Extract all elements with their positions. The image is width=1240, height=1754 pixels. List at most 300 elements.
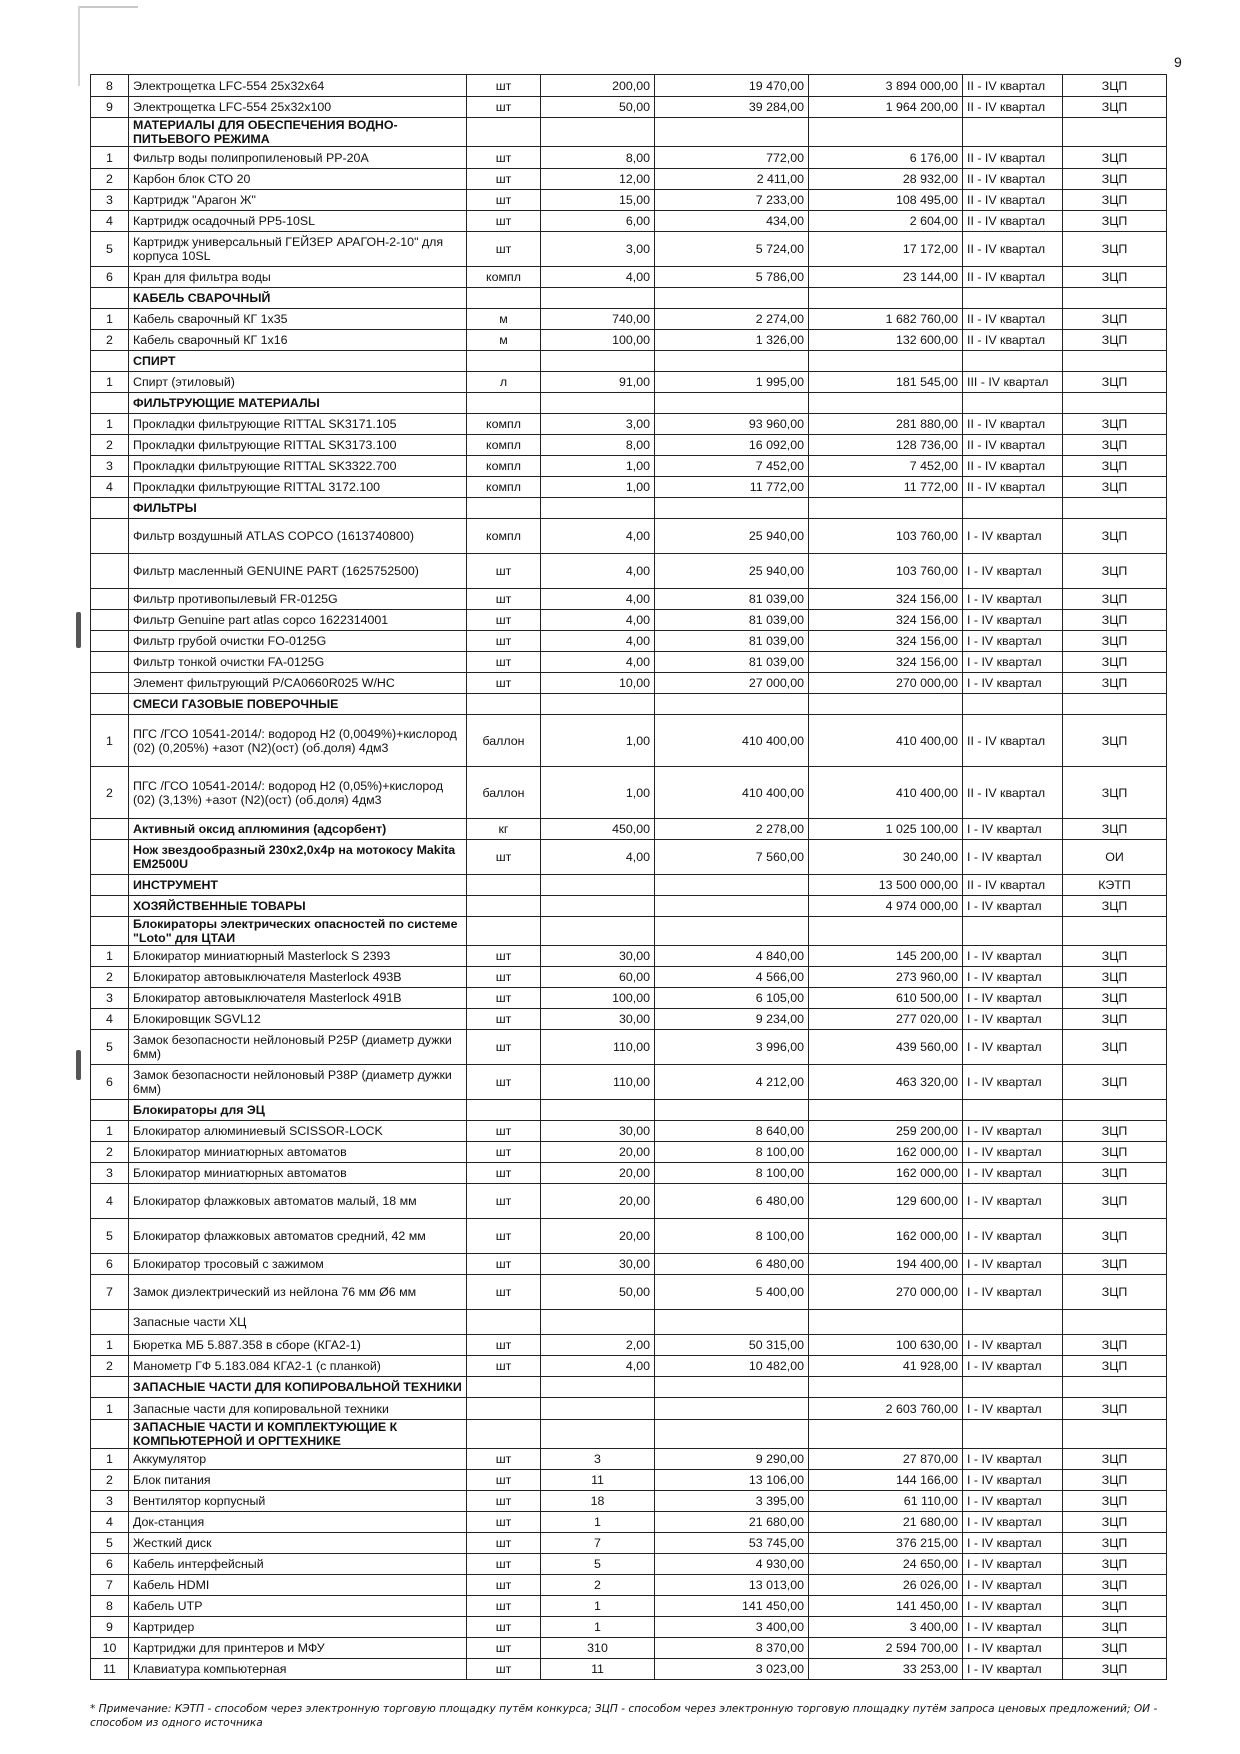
row-number: 4 xyxy=(91,1009,129,1030)
procurement-method: ЗЦП xyxy=(1063,1030,1167,1065)
unit: шт xyxy=(467,1659,541,1680)
unit-price: 410 400,00 xyxy=(655,767,809,819)
item-name: Запасные части ХЦ xyxy=(129,1310,467,1335)
section-row xyxy=(91,1310,1167,1335)
row-number: 10 xyxy=(91,1638,129,1659)
procurement-method: ЗЦП xyxy=(1063,1254,1167,1275)
table-row xyxy=(91,330,1167,351)
procurement-method: ЗЦП xyxy=(1063,232,1167,267)
unit: шт xyxy=(467,232,541,267)
unit-price: 8 100,00 xyxy=(655,1219,809,1254)
unit xyxy=(467,917,541,946)
unit: баллон xyxy=(467,715,541,767)
unit: шт xyxy=(467,75,541,97)
table-row xyxy=(91,309,1167,330)
quantity: 110,00 xyxy=(541,1065,655,1100)
item-name: Фильтр тонкой очистки FA-0125G xyxy=(129,652,467,673)
delivery-period: I - IV квартал xyxy=(963,519,1063,554)
row-number: 2 xyxy=(91,330,129,351)
procurement-method: ЗЦП xyxy=(1063,1163,1167,1184)
unit: баллон xyxy=(467,767,541,819)
table-row xyxy=(91,1163,1167,1184)
unit xyxy=(467,498,541,519)
row-number: 7 xyxy=(91,1575,129,1596)
procurement-method: ЗЦП xyxy=(1063,1009,1167,1030)
unit-price: 21 680,00 xyxy=(655,1512,809,1533)
unit xyxy=(467,393,541,414)
unit-price: 3 395,00 xyxy=(655,1491,809,1512)
table-row xyxy=(91,1596,1167,1617)
row-number xyxy=(91,917,129,946)
unit: шт xyxy=(467,946,541,967)
quantity: 4,00 xyxy=(541,652,655,673)
item-name: МАТЕРИАЛЫ ДЛЯ ОБЕСПЕЧЕНИЯ ВОДНО-ПИТЬЕВОГО РЕЖИМА xyxy=(129,118,467,147)
procurement-method: ЗЦП xyxy=(1063,97,1167,118)
total-sum: 162 000,00 xyxy=(809,1163,963,1184)
total-sum: 145 200,00 xyxy=(809,946,963,967)
procurement-method: ЗЦП xyxy=(1063,819,1167,840)
unit-price xyxy=(655,1398,809,1420)
total-sum: 144 166,00 xyxy=(809,1470,963,1491)
unit: кг xyxy=(467,819,541,840)
item-name: Кабель сварочный КГ 1х35 xyxy=(129,309,467,330)
unit: компл xyxy=(467,519,541,554)
row-number: 3 xyxy=(91,1491,129,1512)
delivery-period: II - IV квартал xyxy=(963,309,1063,330)
quantity: 200,00 xyxy=(541,75,655,97)
unit: компл xyxy=(467,267,541,288)
delivery-period xyxy=(963,694,1063,715)
quantity xyxy=(541,694,655,715)
procurement-method: ЗЦП xyxy=(1063,610,1167,631)
procurement-method: ЗЦП xyxy=(1063,75,1167,97)
quantity: 11 xyxy=(541,1470,655,1491)
quantity: 7 xyxy=(541,1533,655,1554)
row-number: 2 xyxy=(91,1142,129,1163)
total-sum xyxy=(809,694,963,715)
unit-price: 8 100,00 xyxy=(655,1163,809,1184)
quantity: 310 xyxy=(541,1638,655,1659)
table-row xyxy=(91,1121,1167,1142)
unit-price xyxy=(655,1100,809,1121)
procurement-method: ЗЦП xyxy=(1063,1596,1167,1617)
quantity: 100,00 xyxy=(541,330,655,351)
unit-price: 141 450,00 xyxy=(655,1596,809,1617)
row-number: 1 xyxy=(91,715,129,767)
total-sum: 194 400,00 xyxy=(809,1254,963,1275)
total-sum: 103 760,00 xyxy=(809,519,963,554)
row-number xyxy=(91,288,129,309)
quantity: 12,00 xyxy=(541,169,655,190)
procurement-method: ЗЦП xyxy=(1063,1617,1167,1638)
unit-price xyxy=(655,1377,809,1398)
quantity: 4,00 xyxy=(541,1356,655,1377)
procurement-method: ЗЦП xyxy=(1063,267,1167,288)
unit: шт xyxy=(467,1254,541,1275)
total-sum: 7 452,00 xyxy=(809,456,963,477)
row-number: 7 xyxy=(91,1275,129,1310)
procurement-method: ЗЦП xyxy=(1063,330,1167,351)
unit: шт xyxy=(467,1275,541,1310)
unit-price: 13 106,00 xyxy=(655,1470,809,1491)
table-body xyxy=(91,75,1167,1680)
item-name: Картридж осадочный PP5-10SL xyxy=(129,211,467,232)
row-number: 1 xyxy=(91,1449,129,1470)
row-number xyxy=(91,589,129,610)
row-number xyxy=(91,1310,129,1335)
row-number: 6 xyxy=(91,267,129,288)
total-sum: 259 200,00 xyxy=(809,1121,963,1142)
total-sum: 410 400,00 xyxy=(809,715,963,767)
row-number xyxy=(91,351,129,372)
quantity: 18 xyxy=(541,1491,655,1512)
procurement-method: ЗЦП xyxy=(1063,967,1167,988)
quantity: 740,00 xyxy=(541,309,655,330)
item-name: Блокиратор миниатюрных автоматов xyxy=(129,1142,467,1163)
total-sum: 439 560,00 xyxy=(809,1030,963,1065)
delivery-period: I - IV квартал xyxy=(963,1254,1063,1275)
unit: шт xyxy=(467,1596,541,1617)
delivery-period: I - IV квартал xyxy=(963,589,1063,610)
table-row xyxy=(91,1470,1167,1491)
table-row xyxy=(91,97,1167,118)
unit-price: 434,00 xyxy=(655,211,809,232)
table-row xyxy=(91,435,1167,456)
unit: шт xyxy=(467,1163,541,1184)
table-row xyxy=(91,715,1167,767)
quantity: 15,00 xyxy=(541,190,655,211)
total-sum: 6 176,00 xyxy=(809,147,963,169)
procurement-method: ЗЦП xyxy=(1063,767,1167,819)
section-row xyxy=(91,288,1167,309)
row-number: 1 xyxy=(91,946,129,967)
quantity: 4,00 xyxy=(541,589,655,610)
procurement-method: ЗЦП xyxy=(1063,169,1167,190)
quantity: 20,00 xyxy=(541,1142,655,1163)
quantity: 2 xyxy=(541,1575,655,1596)
total-sum: 281 880,00 xyxy=(809,414,963,435)
unit-price: 81 039,00 xyxy=(655,631,809,652)
item-name: Блок питания xyxy=(129,1470,467,1491)
unit-price: 9 290,00 xyxy=(655,1449,809,1470)
total-sum xyxy=(809,1420,963,1449)
item-name: Электрощетка LFC-554 25х32х64 xyxy=(129,75,467,97)
item-name: СМЕСИ ГАЗОВЫЕ ПОВЕРОЧНЫЕ xyxy=(129,694,467,715)
quantity xyxy=(541,1398,655,1420)
table-row xyxy=(91,477,1167,498)
item-name: Прокладки фильтрующие RITTAL SK3171.105 xyxy=(129,414,467,435)
procurement-method: ЗЦП xyxy=(1063,1512,1167,1533)
item-name: Замок безопасности нейлоновый P38P (диаметр дужки 6мм) xyxy=(129,1065,467,1100)
quantity: 2,00 xyxy=(541,1335,655,1356)
quantity: 30,00 xyxy=(541,1009,655,1030)
total-sum: 24 650,00 xyxy=(809,1554,963,1575)
row-number: 2 xyxy=(91,1356,129,1377)
section-row xyxy=(91,896,1167,917)
total-sum xyxy=(809,917,963,946)
procurement-method: ЗЦП xyxy=(1063,896,1167,917)
row-number xyxy=(91,840,129,875)
item-name: СПИРТ xyxy=(129,351,467,372)
total-sum: 27 870,00 xyxy=(809,1449,963,1470)
section-row xyxy=(91,1377,1167,1398)
row-number xyxy=(91,610,129,631)
unit: шт xyxy=(467,1449,541,1470)
unit-price: 2 278,00 xyxy=(655,819,809,840)
total-sum: 3 894 000,00 xyxy=(809,75,963,97)
table-row xyxy=(91,767,1167,819)
row-number xyxy=(91,498,129,519)
row-number: 4 xyxy=(91,211,129,232)
delivery-period: II - IV квартал xyxy=(963,97,1063,118)
item-name: Нож звездообразный 230х2,0х4р на мотокосу Makita EM2500U xyxy=(129,840,467,875)
delivery-period: I - IV квартал xyxy=(963,967,1063,988)
unit-price: 27 000,00 xyxy=(655,673,809,694)
procurement-method: ЗЦП xyxy=(1063,1449,1167,1470)
unit: компл xyxy=(467,456,541,477)
item-name: Активный оксид аплюминия (адсорбент) xyxy=(129,819,467,840)
item-name: Аккумулятор xyxy=(129,1449,467,1470)
unit-price: 4 930,00 xyxy=(655,1554,809,1575)
row-number: 2 xyxy=(91,1470,129,1491)
row-number: 5 xyxy=(91,232,129,267)
quantity: 1 xyxy=(541,1512,655,1533)
procurement-method: ЗЦП xyxy=(1063,1398,1167,1420)
unit-price: 4 212,00 xyxy=(655,1065,809,1100)
row-number: 6 xyxy=(91,1554,129,1575)
delivery-period: I - IV квартал xyxy=(963,1575,1063,1596)
item-name: Фильтр грубой очистки FO-0125G xyxy=(129,631,467,652)
table-row xyxy=(91,1030,1167,1065)
procurement-method: ЗЦП xyxy=(1063,1335,1167,1356)
delivery-period: I - IV квартал xyxy=(963,610,1063,631)
total-sum: 1 682 760,00 xyxy=(809,309,963,330)
delivery-period: II - IV квартал xyxy=(963,477,1063,498)
quantity xyxy=(541,875,655,896)
delivery-period xyxy=(963,498,1063,519)
delivery-period: I - IV квартал xyxy=(963,840,1063,875)
row-number: 2 xyxy=(91,169,129,190)
table-row xyxy=(91,1554,1167,1575)
scan-edge-top xyxy=(78,6,138,8)
procurement-method xyxy=(1063,1310,1167,1335)
section-row xyxy=(91,1420,1167,1449)
total-sum: 28 932,00 xyxy=(809,169,963,190)
unit xyxy=(467,875,541,896)
unit-price xyxy=(655,498,809,519)
delivery-period: I - IV квартал xyxy=(963,1659,1063,1680)
row-number xyxy=(91,652,129,673)
quantity xyxy=(541,393,655,414)
unit-price: 25 940,00 xyxy=(655,519,809,554)
total-sum: 13 500 000,00 xyxy=(809,875,963,896)
item-name: Блокиратор тросовый с зажимом xyxy=(129,1254,467,1275)
table-row xyxy=(91,1009,1167,1030)
unit-price xyxy=(655,351,809,372)
delivery-period: II - IV квартал xyxy=(963,330,1063,351)
row-number: 3 xyxy=(91,456,129,477)
item-name: Жесткий диск xyxy=(129,1533,467,1554)
procurement-method: ЗЦП xyxy=(1063,372,1167,393)
unit-price xyxy=(655,118,809,147)
total-sum: 273 960,00 xyxy=(809,967,963,988)
delivery-period: I - IV квартал xyxy=(963,1184,1063,1219)
procurement-method: ЗЦП xyxy=(1063,673,1167,694)
table-row xyxy=(91,75,1167,97)
total-sum: 324 156,00 xyxy=(809,589,963,610)
delivery-period: I - IV квартал xyxy=(963,1554,1063,1575)
total-sum: 324 156,00 xyxy=(809,652,963,673)
quantity xyxy=(541,498,655,519)
item-name: Фильтр масленный GENUINE PART (1625752500) xyxy=(129,554,467,589)
quantity xyxy=(541,896,655,917)
quantity xyxy=(541,118,655,147)
total-sum: 103 760,00 xyxy=(809,554,963,589)
procurement-method: ЗЦП xyxy=(1063,1470,1167,1491)
delivery-period xyxy=(963,1420,1063,1449)
unit: шт xyxy=(467,1512,541,1533)
item-name: Спирт (этиловый) xyxy=(129,372,467,393)
item-name: Карбон блок СТО 20 xyxy=(129,169,467,190)
unit-price: 8 640,00 xyxy=(655,1121,809,1142)
item-name: Док-станция xyxy=(129,1512,467,1533)
delivery-period: I - IV квартал xyxy=(963,1163,1063,1184)
total-sum xyxy=(809,393,963,414)
procurement-method xyxy=(1063,351,1167,372)
row-number: 9 xyxy=(91,97,129,118)
table-row xyxy=(91,232,1167,267)
unit: шт xyxy=(467,1030,541,1065)
unit: шт xyxy=(467,1065,541,1100)
quantity xyxy=(541,1100,655,1121)
table-row xyxy=(91,1512,1167,1533)
unit: компл xyxy=(467,435,541,456)
quantity: 60,00 xyxy=(541,967,655,988)
section-row xyxy=(91,917,1167,946)
quantity: 1,00 xyxy=(541,456,655,477)
item-name: Элемент фильтрующий P/CA0660R025 W/HC xyxy=(129,673,467,694)
unit: шт xyxy=(467,147,541,169)
procurement-method: ЗЦП xyxy=(1063,1575,1167,1596)
procurement-method: ЗЦП xyxy=(1063,1219,1167,1254)
table-row xyxy=(91,1659,1167,1680)
unit-price: 7 452,00 xyxy=(655,456,809,477)
row-number xyxy=(91,694,129,715)
margin-mark xyxy=(76,1050,81,1080)
total-sum xyxy=(809,1310,963,1335)
unit-price: 81 039,00 xyxy=(655,652,809,673)
unit xyxy=(467,351,541,372)
procurement-method xyxy=(1063,393,1167,414)
unit-price: 5 724,00 xyxy=(655,232,809,267)
item-name: Картридж "Арагон Ж" xyxy=(129,190,467,211)
table-row xyxy=(91,946,1167,967)
item-name: Прокладки фильтрующие RITTAL SK3322.700 xyxy=(129,456,467,477)
margin-mark xyxy=(76,612,81,648)
unit-price xyxy=(655,1420,809,1449)
unit: шт xyxy=(467,1554,541,1575)
quantity: 4,00 xyxy=(541,519,655,554)
table-row xyxy=(91,1533,1167,1554)
procurement-method xyxy=(1063,917,1167,946)
table-row xyxy=(91,1184,1167,1219)
procurement-method: ЗЦП xyxy=(1063,211,1167,232)
quantity: 10,00 xyxy=(541,673,655,694)
item-name: Блокиратор флажковых автоматов малый, 18 мм xyxy=(129,1184,467,1219)
quantity xyxy=(541,1420,655,1449)
unit-price: 5 786,00 xyxy=(655,267,809,288)
table-row xyxy=(91,1219,1167,1254)
unit: шт xyxy=(467,840,541,875)
delivery-period: I - IV квартал xyxy=(963,1449,1063,1470)
procurement-method: ЗЦП xyxy=(1063,435,1167,456)
unit-price: 6 105,00 xyxy=(655,988,809,1009)
quantity: 20,00 xyxy=(541,1163,655,1184)
item-name: Блокираторы для ЭЦ xyxy=(129,1100,467,1121)
quantity: 50,00 xyxy=(541,1275,655,1310)
quantity: 1 xyxy=(541,1617,655,1638)
unit: шт xyxy=(467,1617,541,1638)
delivery-period xyxy=(963,1310,1063,1335)
unit-price: 11 772,00 xyxy=(655,477,809,498)
procurement-method: ЗЦП xyxy=(1063,1659,1167,1680)
total-sum: 162 000,00 xyxy=(809,1142,963,1163)
procurement-method: ЗЦП xyxy=(1063,1554,1167,1575)
delivery-period: I - IV квартал xyxy=(963,1030,1063,1065)
procurement-method xyxy=(1063,1420,1167,1449)
total-sum xyxy=(809,1377,963,1398)
unit: шт xyxy=(467,1121,541,1142)
unit: шт xyxy=(467,190,541,211)
delivery-period: I - IV квартал xyxy=(963,1596,1063,1617)
procurement-method: ЗЦП xyxy=(1063,652,1167,673)
row-number: 1 xyxy=(91,309,129,330)
delivery-period: I - IV квартал xyxy=(963,1398,1063,1420)
item-name: Кабель HDMI xyxy=(129,1575,467,1596)
quantity: 6,00 xyxy=(541,211,655,232)
unit-price: 13 013,00 xyxy=(655,1575,809,1596)
procurement-method: ЗЦП xyxy=(1063,147,1167,169)
delivery-period: I - IV квартал xyxy=(963,1638,1063,1659)
total-sum: 2 603 760,00 xyxy=(809,1398,963,1420)
unit: шт xyxy=(467,554,541,589)
delivery-period: I - IV квартал xyxy=(963,1533,1063,1554)
total-sum: 30 240,00 xyxy=(809,840,963,875)
procurement-method: ЗЦП xyxy=(1063,589,1167,610)
unit-price: 25 940,00 xyxy=(655,554,809,589)
unit-price xyxy=(655,288,809,309)
quantity: 450,00 xyxy=(541,819,655,840)
procurement-method: ЗЦП xyxy=(1063,456,1167,477)
unit-price xyxy=(655,393,809,414)
item-name: Кабель UTP xyxy=(129,1596,467,1617)
delivery-period: I - IV квартал xyxy=(963,1065,1063,1100)
procurement-method xyxy=(1063,694,1167,715)
unit-price: 8 370,00 xyxy=(655,1638,809,1659)
unit: шт xyxy=(467,1219,541,1254)
row-number: 2 xyxy=(91,767,129,819)
procurement-method: ЗЦП xyxy=(1063,1065,1167,1100)
unit-price xyxy=(655,694,809,715)
total-sum: 610 500,00 xyxy=(809,988,963,1009)
delivery-period: II - IV квартал xyxy=(963,211,1063,232)
item-name: Манометр ГФ 5.183.084 КГА2-1 (с планкой) xyxy=(129,1356,467,1377)
procurement-method xyxy=(1063,288,1167,309)
table-row xyxy=(91,1449,1167,1470)
procurement-method: ЗЦП xyxy=(1063,519,1167,554)
row-number: 5 xyxy=(91,1030,129,1065)
quantity: 4,00 xyxy=(541,840,655,875)
